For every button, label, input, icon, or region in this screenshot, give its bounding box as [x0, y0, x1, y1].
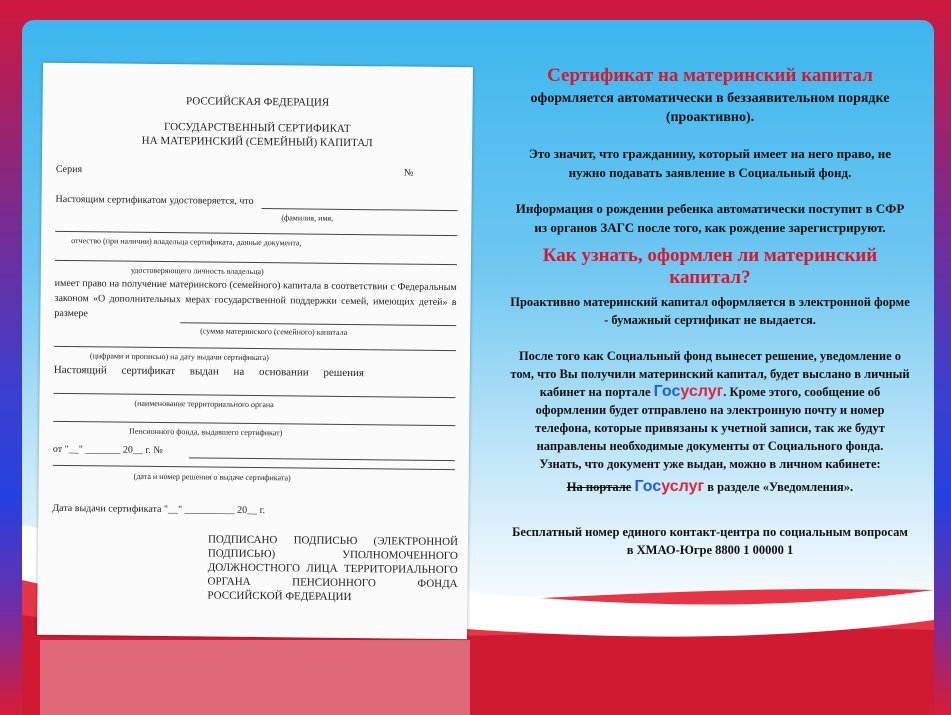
- info-p2: Это значит, что гражданину, который имеет на него право, не нужно подавать заявление в Социальный фонд.: [528, 146, 892, 180]
- cert-title-1: ГОСУДАРСТВЕННЫЙ СЕРТИФИКАТ: [163, 121, 351, 135]
- info-p7: [510, 477, 910, 497]
- info-p7-part2: в разделе «Уведомления».: [707, 480, 854, 494]
- info-p3: Информация о рождении ребенка автоматически поступит в СФР из органов ЗАГС после того, как рождение зарегистрируют.: [515, 201, 905, 235]
- cert-caption-8: (дата и номер решения о выдаче сертификата): [133, 471, 291, 483]
- info-p4: Проактивно материнский капитал оформляется в электронной форме - бумажный сертификат не выдается.: [510, 295, 910, 327]
- info-p5: [510, 347, 910, 455]
- info-contact: Бесплатный номер единого контакт-центра по социальным вопросам в ХМАО-Югре 8800 1 00000 1: [512, 525, 908, 557]
- slide: [22, 20, 934, 715]
- certificate-reflection: [40, 640, 470, 715]
- certificate-image: [37, 63, 473, 639]
- info-p1: оформляется автоматически в беззаявительном порядке (проактивно).: [530, 91, 890, 125]
- cert-caption-3: удостоверяющего личность владельца): [130, 265, 264, 277]
- info-p5-part2: . Кроме этого, сообщение об оформлении будет отправлено на электронную почту и номер телефона, которые привязаны к учетной записи, так же будут направлены необходимые документы от Социального фонда.: [535, 385, 885, 453]
- cert-caption-6: (наименование территориального органа: [134, 398, 274, 410]
- cert-para-1: имеет право на получение материнского (семейного) капитала в соответствии с Федеральным законом «О дополнительных мерах государственной поддержки семей, имеющих детей» в размере: [54, 277, 457, 320]
- cert-series: Серия: [55, 163, 83, 176]
- cert-line-1: Настоящим сертификатом удостоверяется, что: [55, 193, 254, 207]
- cert-line-4: Дата выдачи сертификата "__" __________ 20__ г.: [52, 502, 266, 517]
- cert-country: РОССИЙСКАЯ ФЕДЕРАЦИЯ: [185, 95, 330, 109]
- cert-signature-text: ПОДПИСАНО ПОДПИСЬЮ (ЭЛЕКТРОННОЙ ПОДПИСЬЮ) УПОЛНОМОЧЕННОГО ДОЛЖНОСТНОГО ЛИЦА ТЕРРИТОРИАЛЬНОГО ОРГАНА ПЕНСИОННОГО ФОНДА РОССИЙСКОЙ ФЕДЕРАЦИИ: [207, 533, 459, 604]
- info-p6: Узнать, что документ уже выдан, можно в личном кабинете:: [539, 457, 881, 471]
- cert-line-2: Настоящий сертификат выдан на основании решения: [53, 363, 365, 380]
- info-p7-part1: На портале: [566, 480, 632, 494]
- cert-title-2: НА МАТЕРИНСКИЙ (СЕМЕЙНЫЙ) КАПИТАЛ: [141, 134, 373, 150]
- cert-caption-5: (цифрами и прописью) на дату выдачи сертификата): [89, 351, 269, 363]
- cert-line-3: от "__" _______ 20__ г. №: [52, 443, 163, 457]
- info-title-2: Как узнать, оформлен ли материнский капитал?: [542, 245, 878, 288]
- cert-caption-7: Пенсионного фонда, выдавшего сертификат): [129, 426, 283, 438]
- cert-caption-1: (фамилия, имя,: [281, 213, 334, 223]
- cert-caption-2: отчество (при наличии) владельца сертификата, данные документа,: [71, 236, 302, 248]
- gosuslugi-logo-text[interactable]: Госуслуг: [653, 383, 724, 400]
- cert-caption-4: (сумма материнского (семейного) капитала: [200, 326, 348, 337]
- gosuslugi-logo-text-2[interactable]: Госуслуг: [634, 478, 705, 495]
- info-p5-part1: После того как Социальный фонд вынесет решение, уведомление о том, что Вы получили материнский капитал, будет выслано в личный кабинет на портале: [510, 349, 910, 399]
- info-title-1: Сертификат на материнский капитал: [547, 65, 873, 86]
- cert-number: №: [403, 167, 414, 179]
- info-panel: [510, 65, 910, 559]
